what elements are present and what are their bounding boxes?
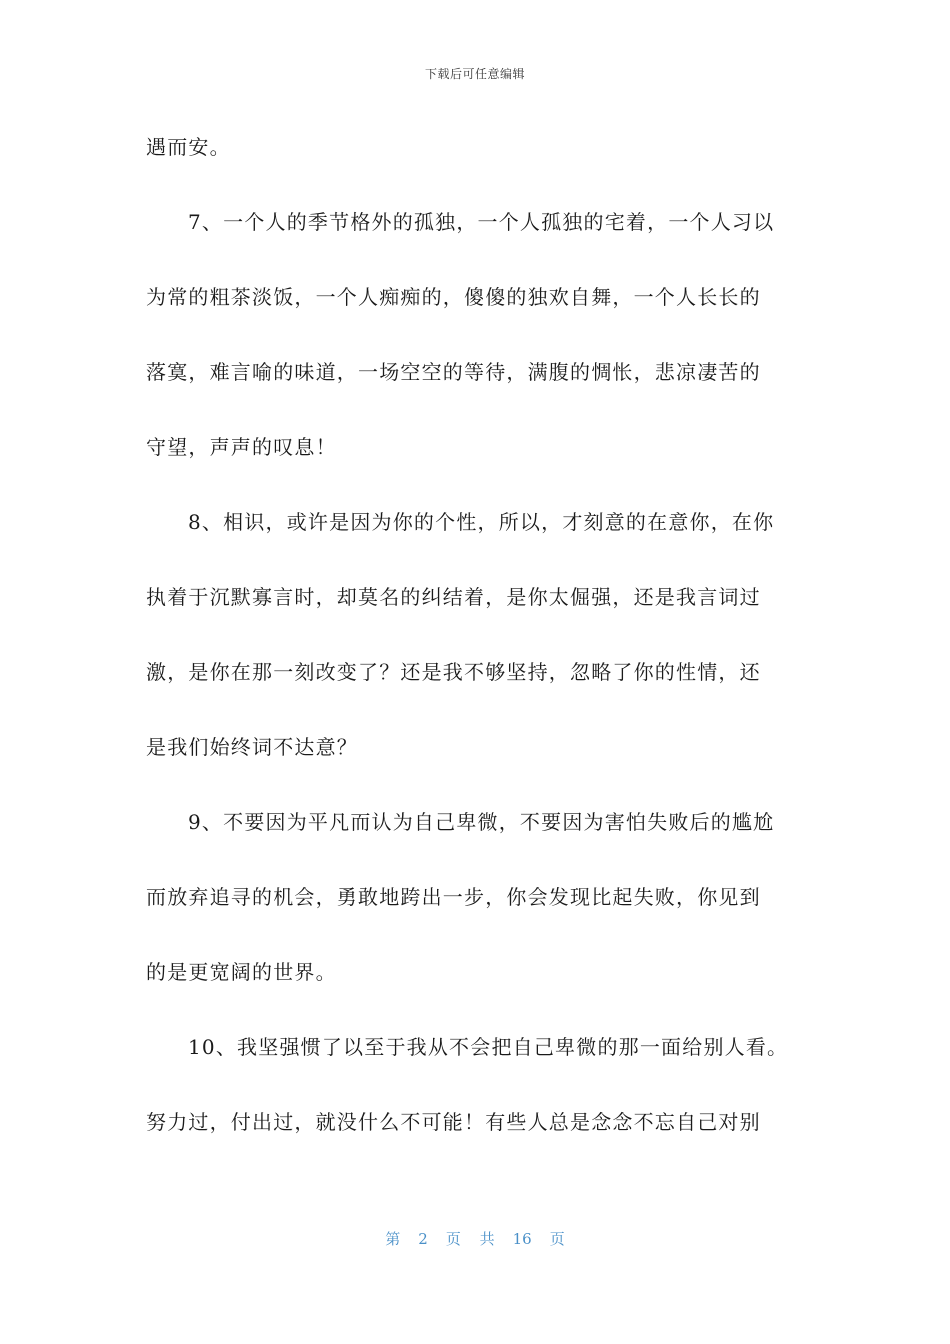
text-line: 守望，声声的叹息！: [146, 435, 337, 459]
footer-total-pages: 16: [512, 1230, 532, 1248]
text-line: 为常的粗茶淡饭，一个人痴痴的，傻傻的独欢自舞，一个人长长的: [146, 285, 761, 309]
text-line: 而放弃追寻的机会，勇敢地跨出一步，你会发现比起失败，你见到: [146, 885, 761, 909]
page-header-note: 下载后可任意编辑: [424, 67, 525, 81]
footer-current-page: 2: [418, 1230, 428, 1248]
text-line: 落寞，难言喻的味道，一场空空的等待，满腹的惆怅，悲凉凄苦的: [146, 360, 761, 384]
text-line: 7、一个人的季节格外的孤独，一个人孤独的宅着，一个人习以: [188, 210, 775, 234]
text-line: 执着于沉默寡言时，却莫名的纠结着，是你太倔强，还是我言词过: [146, 585, 761, 609]
footer-di: 第: [385, 1230, 401, 1248]
text-line: 遇而安。: [146, 135, 231, 159]
text-line: 9、不要因为平凡而认为自己卑微，不要因为害怕失败后的尴尬: [188, 810, 775, 834]
text-line: 10、我坚强惯了以至于我从不会把自己卑微的那一面给别人看。: [188, 1035, 789, 1059]
text-line: 激，是你在那一刻改变了？还是我不够坚持，忽略了你的性情，还: [146, 660, 761, 684]
text-line: 努力过，付出过，就没什么不可能！有些人总是念念不忘自己对别: [146, 1110, 761, 1134]
page-footer: [0, 1229, 950, 1249]
footer-ye-gong: 页 共: [445, 1230, 495, 1248]
document-body: [146, 128, 806, 1178]
text-line: 8、相识，或许是因为你的个性，所以，才刻意的在意你，在你: [188, 510, 775, 534]
text-line: 是我们始终词不达意？: [146, 735, 358, 759]
footer-ye: 页: [549, 1230, 565, 1248]
text-line: 的是更宽阔的世界。: [146, 960, 337, 984]
